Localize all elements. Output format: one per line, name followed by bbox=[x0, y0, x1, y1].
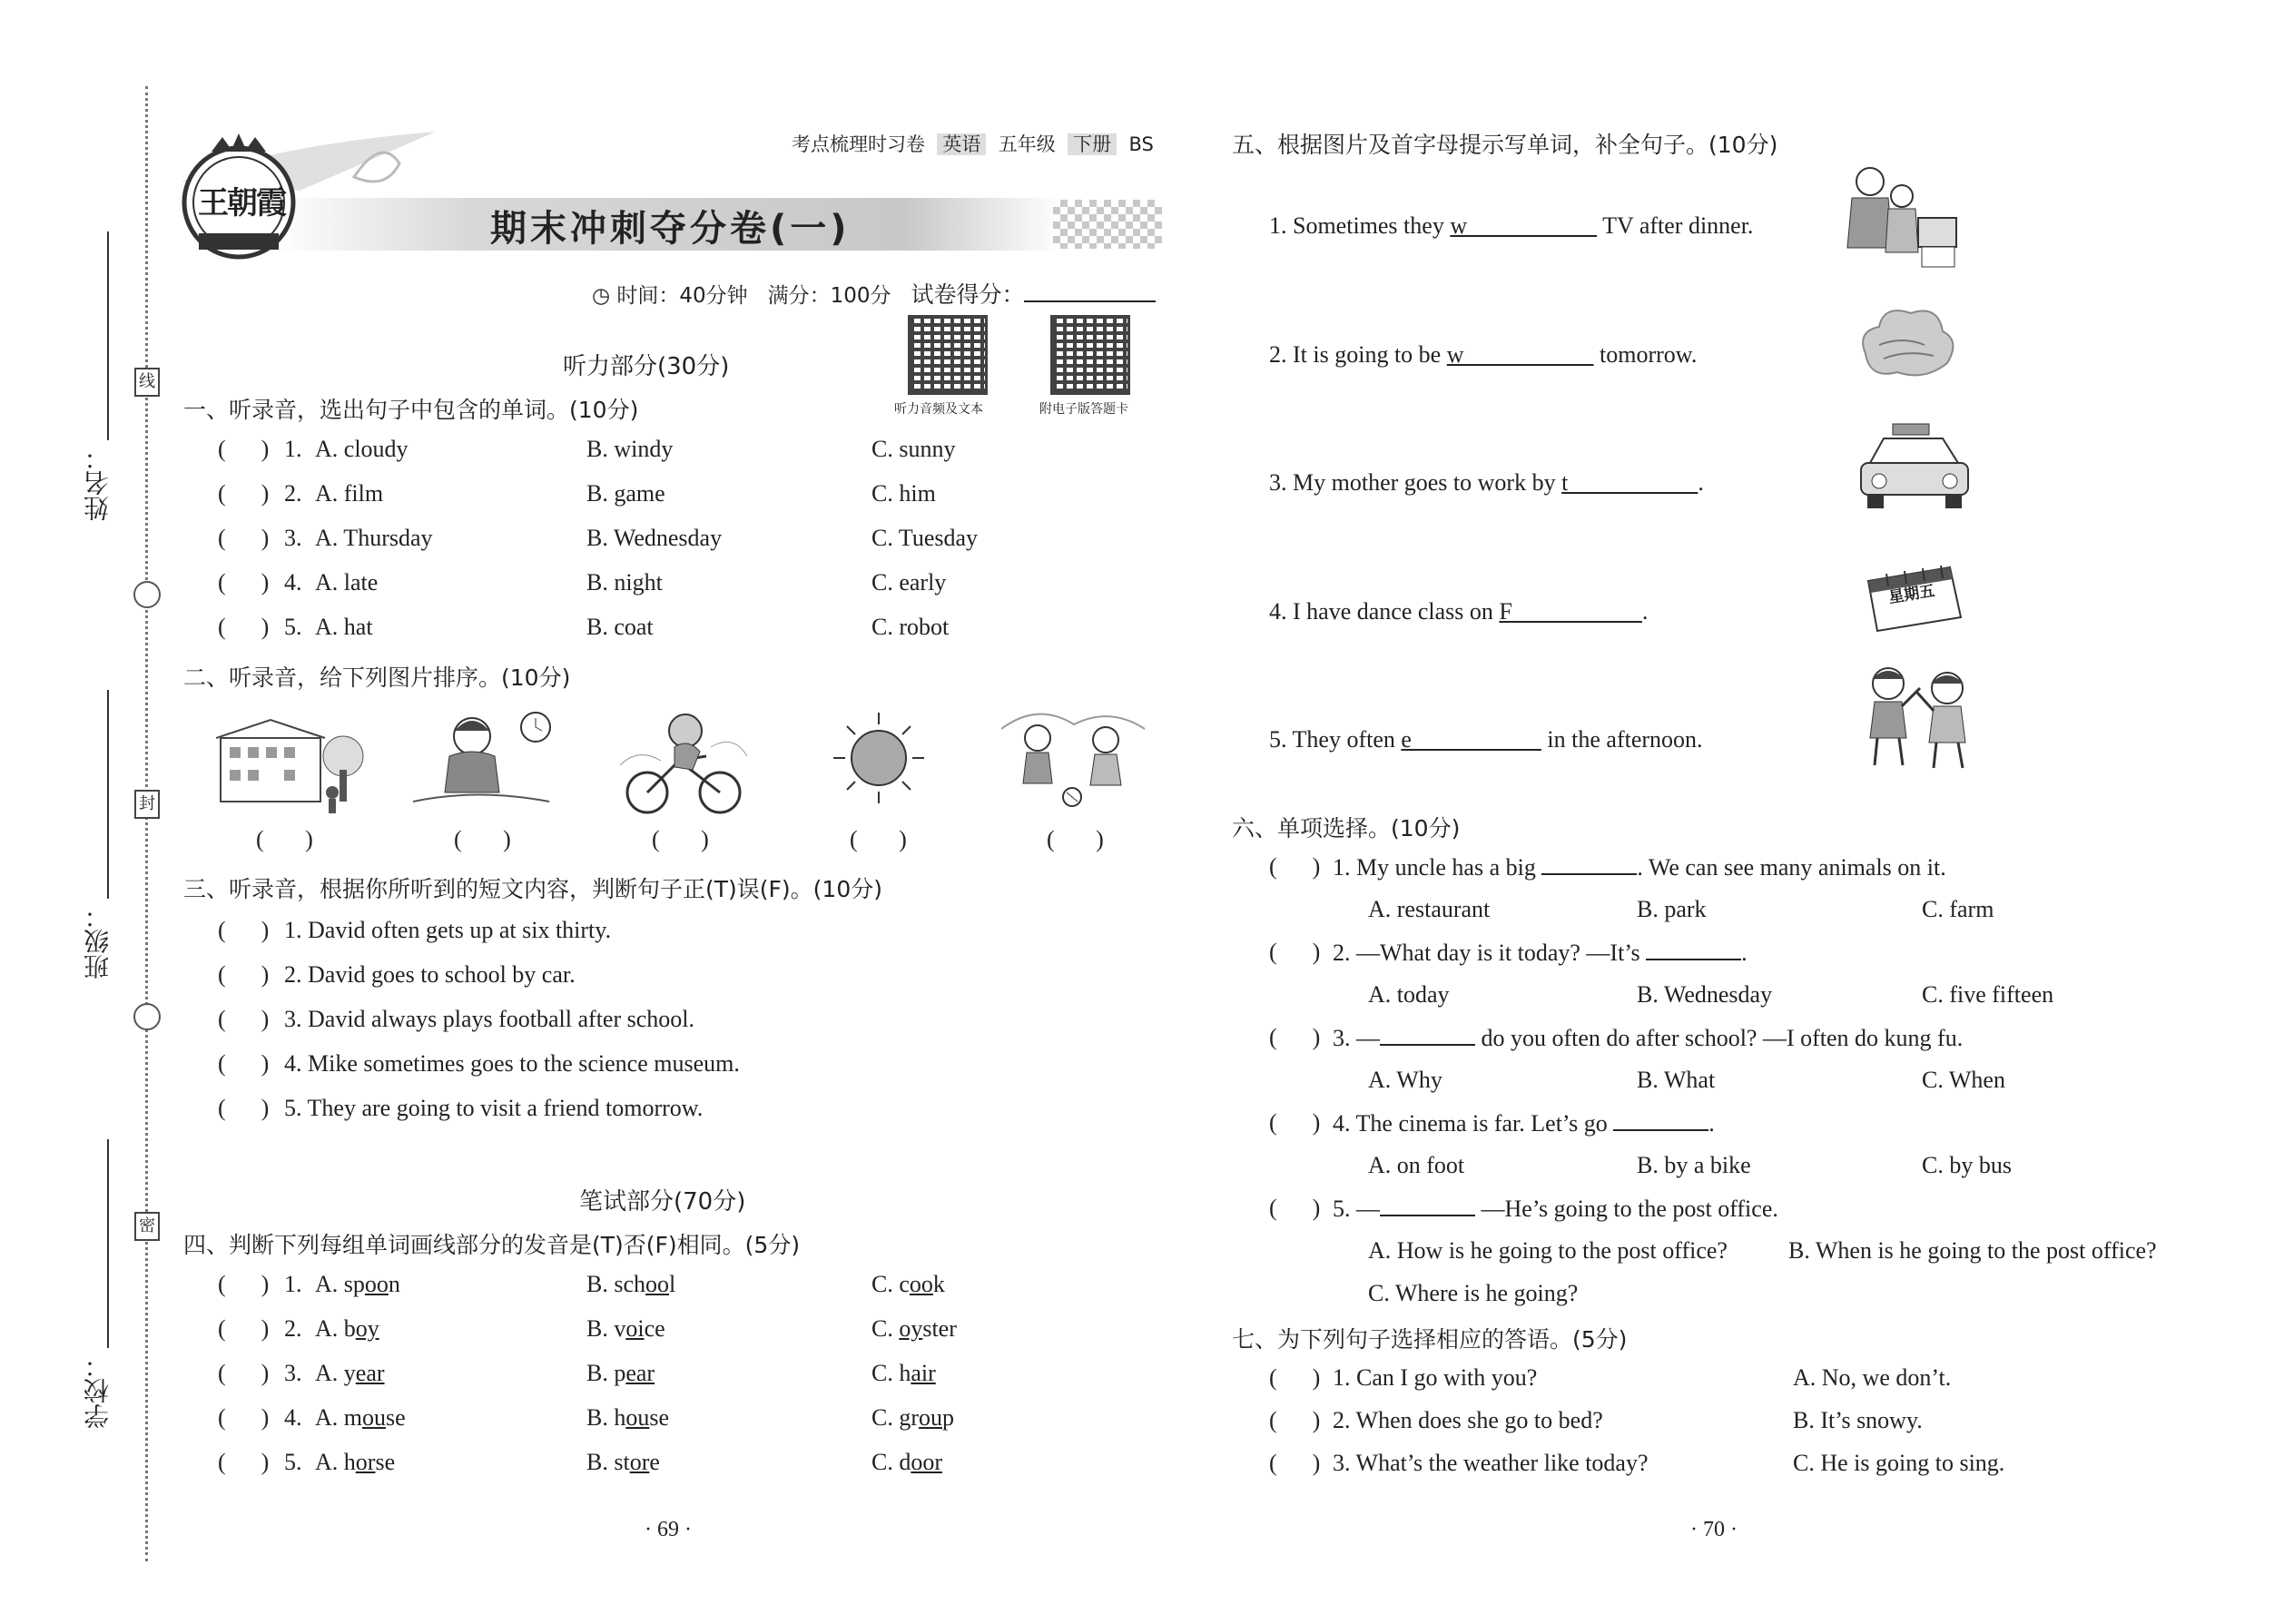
question-number: 5. bbox=[284, 614, 302, 640]
answer-paren[interactable]: ( ) bbox=[218, 480, 270, 507]
binding-mark-mi: 密 bbox=[134, 1212, 160, 1241]
question-number: 1. bbox=[284, 1271, 302, 1297]
option-a: A. boy bbox=[315, 1315, 379, 1342]
clock-icon: ◷ bbox=[592, 284, 611, 308]
underlined-sound: or bbox=[629, 1449, 650, 1475]
name-label: 姓名： bbox=[83, 445, 113, 521]
option-b: B. school bbox=[586, 1271, 676, 1297]
fill-sentence: 5. They often e in the afternoon. bbox=[1269, 726, 1703, 753]
section1-title: 一、听录音，选出句子中包含的单词。(10分) bbox=[183, 397, 639, 423]
option-a: A. hat bbox=[315, 614, 373, 640]
underlined-sound: oi bbox=[625, 1315, 645, 1342]
answer-paren[interactable]: ( ) bbox=[1269, 853, 1321, 880]
underlined-sound: oo bbox=[909, 1271, 933, 1297]
class-label: 班级： bbox=[83, 903, 113, 979]
question-stem: 3. — do you often do after school? —I often do kung fu. bbox=[1333, 1025, 1964, 1051]
written-heading: 笔试部分(70分) bbox=[579, 1188, 746, 1216]
answer-paren[interactable]: ( ) bbox=[218, 1006, 270, 1032]
edition-label: BS bbox=[1128, 133, 1154, 155]
option-a: A. spoon bbox=[315, 1271, 400, 1297]
option-c: C. him bbox=[871, 480, 936, 507]
school-write-line bbox=[107, 1139, 109, 1348]
answer-paren[interactable]: ( ) bbox=[1269, 1109, 1321, 1136]
section2-title: 二、听录音，给下列图片排序。(10分) bbox=[183, 664, 571, 691]
question-stem: 2. —What day is it today? —It’s . bbox=[1333, 940, 1748, 966]
binding-circle-icon bbox=[133, 581, 161, 608]
answer-paren[interactable]: ( ) bbox=[218, 1050, 270, 1077]
statement: 5. They are going to visit a friend tomorrow. bbox=[284, 1095, 704, 1121]
option-b: B. park bbox=[1637, 896, 1707, 922]
option-c: C. group bbox=[871, 1404, 954, 1431]
question-sentence: 1. Can I go with you? bbox=[1333, 1364, 1538, 1391]
option-b: B. windy bbox=[586, 436, 674, 462]
answer-paren[interactable]: ( ) bbox=[1269, 1450, 1321, 1476]
title-checker-pattern bbox=[1053, 200, 1162, 249]
fill-blank[interactable]: F bbox=[1499, 598, 1642, 625]
subject-label: 英语 bbox=[937, 133, 986, 155]
answer-blank[interactable] bbox=[1380, 1024, 1475, 1046]
option-a: A. Why bbox=[1368, 1067, 1442, 1093]
boy-waking-up-picture bbox=[413, 711, 558, 815]
question-number: 5. bbox=[284, 1449, 302, 1475]
fill-sentence: 4. I have dance class on F . bbox=[1269, 598, 1649, 625]
underlined-sound: ear bbox=[625, 1360, 655, 1386]
option-c: C. Tuesday bbox=[871, 525, 979, 551]
picture-answer-paren[interactable]: ( ) bbox=[256, 826, 313, 852]
full-score-label: 满分：100分 bbox=[767, 284, 891, 308]
option-b: B. pear bbox=[586, 1360, 655, 1386]
answer-paren[interactable]: ( ) bbox=[218, 614, 270, 640]
option-b: B. When is he going to the post office? bbox=[1788, 1237, 2157, 1264]
binding-mark-feng: 封 bbox=[134, 790, 160, 819]
answer-paren[interactable]: ( ) bbox=[218, 917, 270, 943]
answer-paren[interactable]: ( ) bbox=[218, 1404, 270, 1431]
binding-dotted-line bbox=[145, 86, 148, 1561]
option-a: A. horse bbox=[315, 1449, 396, 1475]
answer-option: B. It’s snowy. bbox=[1793, 1407, 1923, 1433]
underlined-sound: oo bbox=[364, 1271, 389, 1297]
qr1-caption: 听力音频及文本 bbox=[894, 402, 983, 417]
name-write-line bbox=[107, 231, 109, 440]
time-label: 时间：40分钟 bbox=[616, 284, 748, 308]
question-number: 4. bbox=[284, 1404, 302, 1431]
answer-paren[interactable]: ( ) bbox=[218, 525, 270, 551]
answer-paren[interactable]: ( ) bbox=[1269, 1407, 1321, 1433]
answer-paren[interactable]: ( ) bbox=[1269, 1024, 1321, 1050]
qr-code-audio[interactable] bbox=[908, 315, 988, 395]
family-watching-tv-picture bbox=[1838, 162, 1961, 275]
option-c: C. hair bbox=[871, 1360, 936, 1386]
answer-paren[interactable]: ( ) bbox=[218, 1315, 270, 1342]
question-stem: 4. The cinema is far. Let’s go . bbox=[1333, 1110, 1715, 1137]
taxi-picture bbox=[1856, 422, 1974, 513]
picture-answer-paren[interactable]: ( ) bbox=[1047, 826, 1104, 852]
underlined-sound: ou bbox=[625, 1404, 650, 1431]
option-b: B. coat bbox=[586, 614, 654, 640]
logo-text: 王朝霞 bbox=[198, 185, 285, 221]
option-c: C. robot bbox=[871, 614, 950, 640]
answer-paren[interactable]: ( ) bbox=[218, 1095, 270, 1121]
underlined-sound: oy bbox=[899, 1315, 923, 1342]
answer-paren[interactable]: ( ) bbox=[1269, 1195, 1321, 1221]
option-a: A. mouse bbox=[315, 1404, 406, 1431]
option-b: B. Wednesday bbox=[1637, 981, 1773, 1008]
answer-paren[interactable]: ( ) bbox=[218, 569, 270, 595]
option-a: A. Thursday bbox=[315, 525, 433, 551]
question-number: 3. bbox=[284, 525, 302, 551]
kids-playing-football-picture bbox=[1001, 702, 1147, 815]
option-c: C. Where is he going? bbox=[1368, 1280, 1579, 1306]
underlined-sound: ear bbox=[355, 1360, 385, 1386]
sun-picture bbox=[824, 708, 933, 817]
question-sentence: 2. When does she go to bed? bbox=[1333, 1407, 1603, 1433]
answer-blank[interactable] bbox=[1646, 939, 1741, 960]
listening-heading: 听力部分(30分) bbox=[563, 353, 730, 380]
question-stem: 1. My uncle has a big . We can see many animals on it. bbox=[1333, 854, 1946, 881]
question-number: 3. bbox=[284, 1360, 302, 1386]
question-number: 1. bbox=[284, 436, 302, 462]
series-label: 考点梳理时习卷 bbox=[792, 133, 925, 155]
calendar-text: 星期五 bbox=[1887, 582, 1936, 607]
option-a: A. on foot bbox=[1368, 1152, 1465, 1178]
option-b: B. house bbox=[586, 1404, 670, 1431]
option-c: C. door bbox=[871, 1449, 943, 1475]
header-series bbox=[792, 130, 1154, 157]
option-b: B. voice bbox=[586, 1315, 665, 1342]
score-blank[interactable] bbox=[1024, 281, 1156, 302]
question-number: 2. bbox=[284, 480, 302, 507]
windy-cloud-picture bbox=[1852, 300, 1961, 390]
answer-paren[interactable]: ( ) bbox=[1269, 939, 1321, 965]
page-title: 期末冲刺夺分卷(一) bbox=[490, 208, 851, 250]
exam-info bbox=[592, 277, 1156, 310]
answer-paren[interactable]: ( ) bbox=[218, 1449, 270, 1475]
picture-answer-paren[interactable]: ( ) bbox=[850, 826, 907, 852]
option-a: A. year bbox=[315, 1360, 385, 1386]
answer-option: C. He is going to sing. bbox=[1793, 1450, 2005, 1476]
qr-code-answer-sheet[interactable] bbox=[1050, 315, 1130, 395]
answer-paren[interactable]: ( ) bbox=[218, 1360, 270, 1386]
volume-label: 下册 bbox=[1068, 133, 1117, 155]
answer-blank[interactable] bbox=[1380, 1195, 1475, 1216]
question-stem: 5. — —He’s going to the post office. bbox=[1333, 1196, 1778, 1222]
answer-blank[interactable] bbox=[1613, 1109, 1708, 1131]
score-label: 试卷得分： bbox=[911, 281, 1025, 308]
underlined-sound: oor bbox=[911, 1449, 943, 1475]
fill-sentence: 3. My mother goes to work by t . bbox=[1269, 469, 1704, 496]
answer-paren[interactable]: ( ) bbox=[218, 1271, 270, 1297]
option-a: A. How is he going to the post office? bbox=[1368, 1237, 1728, 1264]
option-c: C. by bus bbox=[1922, 1152, 2012, 1178]
underlined-sound: ou bbox=[362, 1404, 386, 1431]
section6-title: 六、单项选择。(10分) bbox=[1232, 815, 1461, 842]
statement: 2. David goes to school by car. bbox=[284, 961, 576, 988]
picture-answer-paren[interactable]: ( ) bbox=[652, 826, 709, 852]
question-number: 2. bbox=[284, 1315, 302, 1342]
option-c: C. farm bbox=[1922, 896, 1994, 922]
statement: 4. Mike sometimes goes to the science museum. bbox=[284, 1050, 740, 1077]
grade-label: 五年级 bbox=[998, 133, 1056, 155]
option-c: C. oyster bbox=[871, 1315, 957, 1342]
page-number-right: · 70 · bbox=[1690, 1518, 1738, 1541]
kids-exercising-picture bbox=[1852, 661, 1988, 770]
section3-title: 三、听录音，根据你所听到的短文内容，判断句子正(T)误(F)。(10分) bbox=[183, 876, 882, 902]
option-b: B. store bbox=[586, 1449, 660, 1475]
fill-sentence: 2. It is going to be w tomorrow. bbox=[1269, 341, 1698, 368]
school-label: 学校： bbox=[83, 1353, 113, 1429]
statement: 3. David always plays football after school. bbox=[284, 1006, 694, 1032]
question-sentence: 3. What’s the weather like today? bbox=[1333, 1450, 1649, 1476]
qr2-caption: 附电子版答题卡 bbox=[1039, 402, 1128, 417]
boy-riding-bike-picture bbox=[620, 711, 752, 815]
option-a: A. cloudy bbox=[315, 436, 409, 462]
answer-paren[interactable]: ( ) bbox=[218, 961, 270, 988]
answer-paren[interactable]: ( ) bbox=[1269, 1364, 1321, 1391]
school-building-picture bbox=[216, 715, 370, 815]
option-c: C. sunny bbox=[871, 436, 956, 462]
underlined-sound: ou bbox=[919, 1404, 942, 1431]
underlined-sound: or bbox=[355, 1449, 376, 1475]
option-b: B. What bbox=[1637, 1067, 1716, 1093]
underlined-sound: oy bbox=[355, 1315, 379, 1342]
section5-title: 五、根据图片及首字母提示写单词，补全句子。(10分) bbox=[1232, 132, 1778, 158]
option-a: A. restaurant bbox=[1368, 896, 1491, 922]
option-a: A. late bbox=[315, 569, 379, 595]
fill-blank[interactable]: w bbox=[1446, 341, 1594, 368]
fill-blank[interactable]: t bbox=[1561, 469, 1698, 496]
option-b: B. by a bike bbox=[1637, 1152, 1751, 1178]
option-c: C. When bbox=[1922, 1067, 2005, 1093]
option-c: C. cook bbox=[871, 1271, 945, 1297]
fill-sentence: 1. Sometimes they w TV after dinner. bbox=[1269, 212, 1754, 239]
answer-blank[interactable] bbox=[1541, 853, 1637, 875]
binding-mark-xian: 线 bbox=[134, 368, 160, 397]
picture-answer-paren[interactable]: ( ) bbox=[454, 826, 511, 852]
option-c: C. early bbox=[871, 569, 947, 595]
option-b: B. night bbox=[586, 569, 663, 595]
statement: 1. David often gets up at six thirty. bbox=[284, 917, 612, 943]
underlined-sound: oo bbox=[645, 1271, 669, 1297]
option-a: A. film bbox=[315, 480, 384, 507]
fill-blank[interactable]: e bbox=[1401, 726, 1541, 753]
fill-blank[interactable]: w bbox=[1450, 212, 1598, 239]
option-c: C. five fifteen bbox=[1922, 981, 2054, 1008]
option-a: A. today bbox=[1368, 981, 1450, 1008]
section7-title: 七、为下列句子选择相应的答语。(5分) bbox=[1232, 1326, 1628, 1353]
question-number: 4. bbox=[284, 569, 302, 595]
option-b: B. Wednesday bbox=[586, 525, 723, 551]
answer-option: A. No, we don’t. bbox=[1793, 1364, 1952, 1391]
section4-title: 四、判断下列每组单词画线部分的发音是(T)否(F)相同。(5分) bbox=[183, 1232, 801, 1258]
binding-circle-icon bbox=[133, 1003, 161, 1030]
class-write-line bbox=[107, 690, 109, 899]
option-b: B. game bbox=[586, 480, 665, 507]
underlined-sound: air bbox=[911, 1360, 936, 1386]
answer-paren[interactable]: ( ) bbox=[218, 436, 270, 462]
page-number-left: · 69 · bbox=[645, 1518, 692, 1541]
